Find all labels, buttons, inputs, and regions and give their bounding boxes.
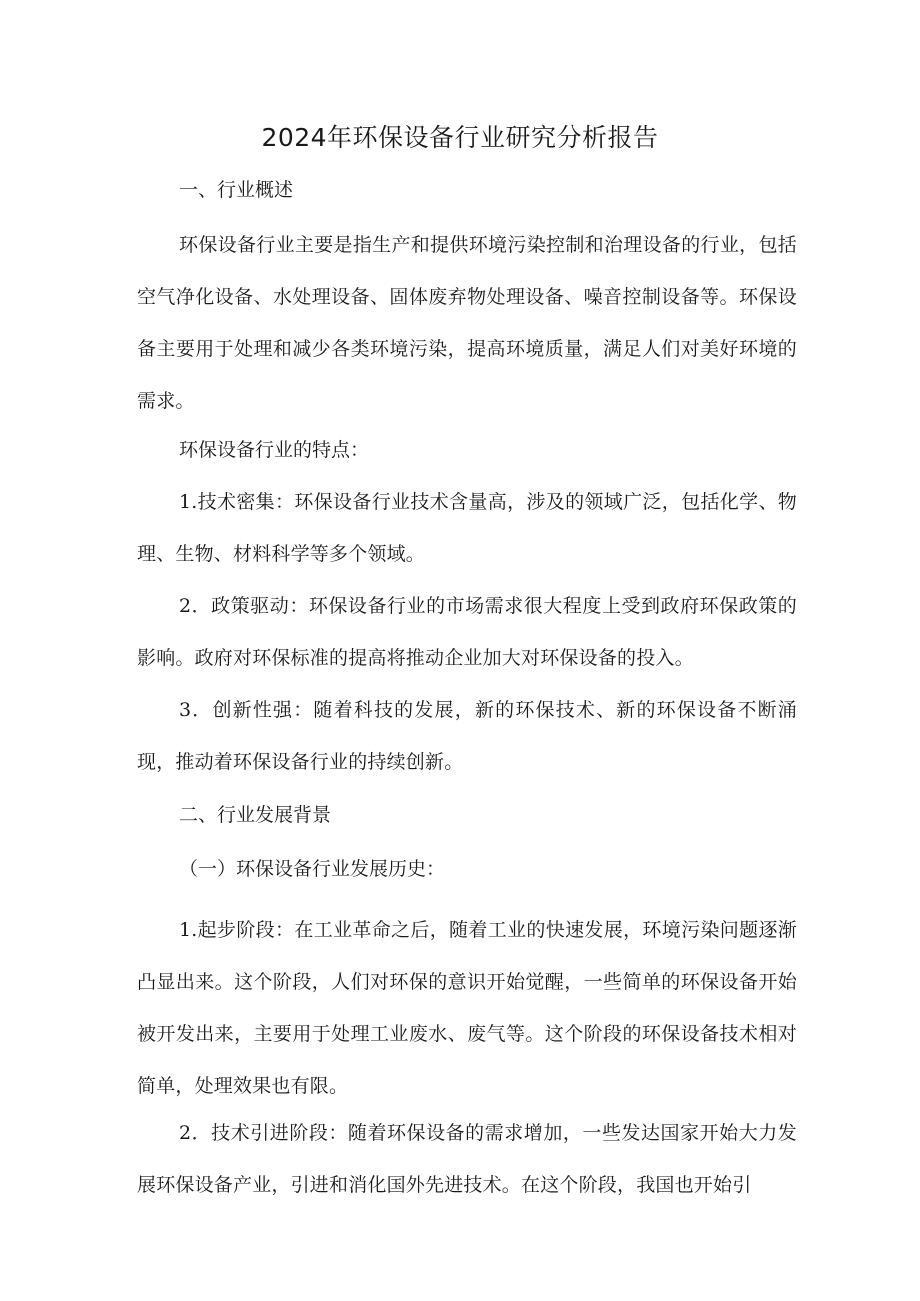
- paragraph-intro: 环保设备行业主要是指生产和提供环境污染控制和治理设备的行业，包括空气净化设备、水处理设备、固体废弃物处理设备、噪音控制设备等。环保设备主要用于处理和减少各类环境污染，提高环境质量，满足人们对美好环境的需求。: [137, 234, 797, 412]
- paragraph-history-1: 1.起步阶段：在工业革命之后，随着工业的快速发展，环境污染问题逐渐凸显出来。这个阶段，人们对环保的意识开始觉醒，一些简单的环保设备开始被开发出来，主要用于处理工业废水、废气等。这个阶段的环保设备技术相对简单，处理效果也有限。: [137, 919, 797, 1097]
- paragraph-feature-2: 2．政策驱动：环保设备行业的市场需求很大程度上受到政府环保政策的影响。政府对环保标准的提高将推动企业加大对环保设备的投入。: [137, 595, 797, 669]
- section-heading-overview: 一、行业概述: [179, 179, 294, 201]
- paragraph-history-2: 2．技术引进阶段：随着环保设备的需求增加，一些发达国家开始大力发展环保设备产业，引进和消化国外先进技术。在这个阶段，我国也开始引: [137, 1122, 797, 1196]
- paragraph-feature-1: 1.技术密集：环保设备行业技术含量高，涉及的领域广泛，包括化学、物理、生物、材料科学等多个领域。: [137, 491, 797, 565]
- paragraph-feature-3: 3．创新性强：随着科技的发展，新的环保技术、新的环保设备不断涌现，推动着环保设备行业的持续创新。: [137, 699, 797, 773]
- features-heading: 环保设备行业的特点：: [179, 439, 370, 461]
- document-title: 2024年环保设备行业研究分析报告: [261, 123, 659, 152]
- history-heading: （一）环保设备行业发展历史：: [179, 858, 446, 880]
- section-heading-background: 二、行业发展背景: [179, 804, 332, 826]
